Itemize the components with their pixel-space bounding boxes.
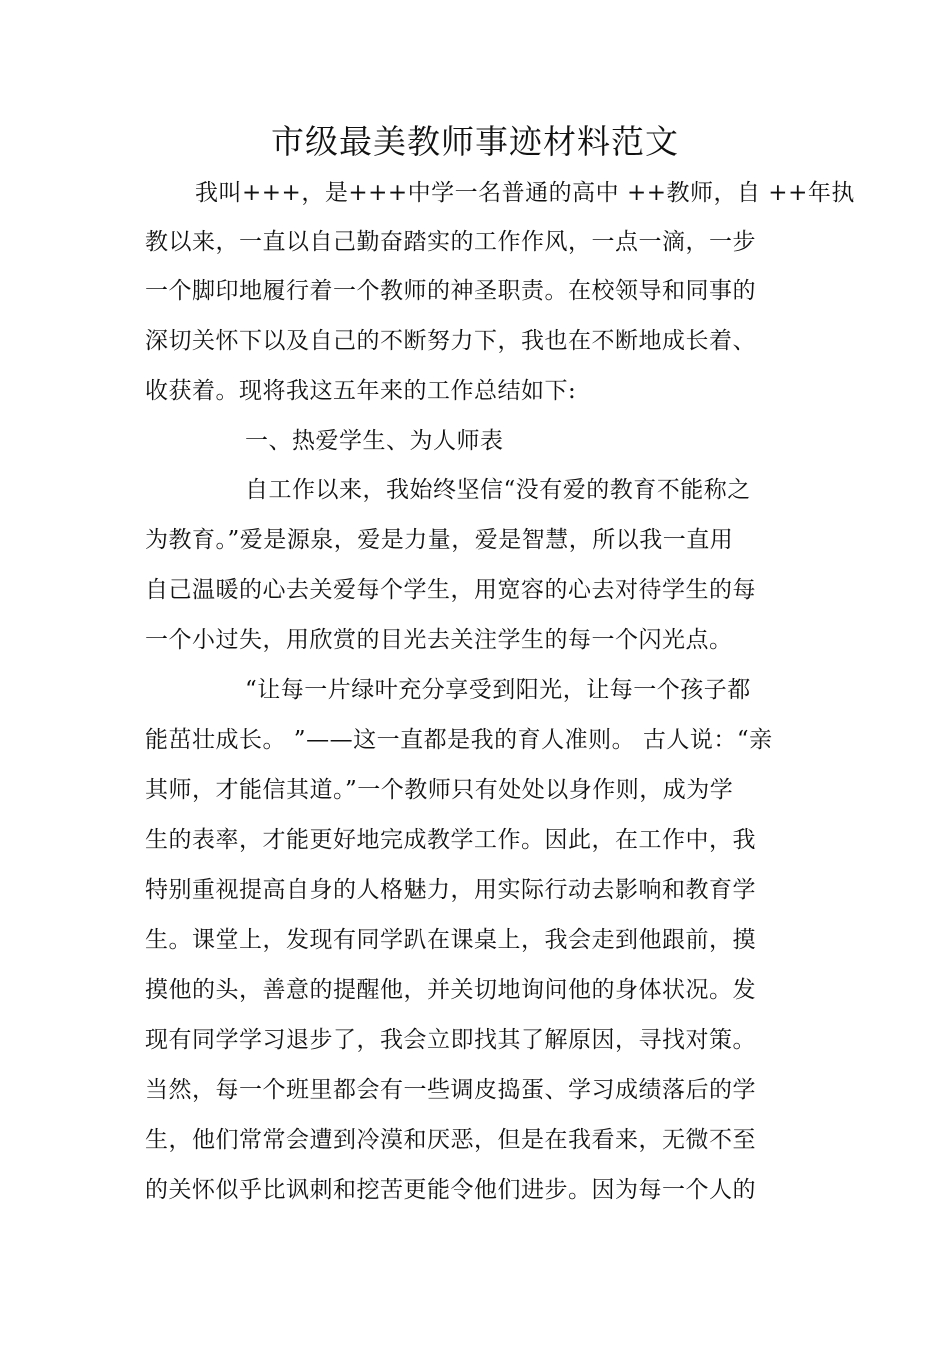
paragraph-line: 收获着。现将我这五年来的工作总结如下: bbox=[145, 378, 577, 404]
paragraph-line: 摸他的头，善意的提醒他，并关切地询问他的身体状况。发 bbox=[145, 977, 756, 1003]
paragraph-line: 我叫+++，是+++中学一名普通的高中 ++教师，自 ++年执 bbox=[195, 180, 855, 206]
paragraph-line: 自工作以来，我始终坚信“没有爱的教育不能称之 bbox=[245, 477, 751, 503]
section-heading: 一、热爱学生、为人师表 bbox=[245, 428, 504, 454]
paragraph-line: 教以来，一直以自己勤奋踏实的工作作风，一点一滴，一步 bbox=[145, 229, 756, 255]
paragraph-line: 深切关怀下以及自己的不断努力下，我也在不断地成长着、 bbox=[145, 328, 756, 354]
paragraph-line: 特别重视提高自身的人格魅力，用实际行动去影响和教育学 bbox=[145, 877, 756, 903]
paragraph-line: 生。课堂上，发现有同学趴在课桌上，我会走到他跟前，摸 bbox=[145, 927, 756, 953]
paragraph-line: “让每一片绿叶充分享受到阳光，让每一个孩子都 bbox=[245, 677, 751, 703]
paragraph-line: 其师，才能信其道。”一个教师只有处处以身作则，成为学 bbox=[145, 777, 734, 803]
paragraph-line: 的关怀似乎比讽刺和挖苦更能令他们进步。因为每一个人的 bbox=[145, 1177, 756, 1203]
paragraph-line: 生，他们常常会遭到冷漠和厌恶，但是在我看来，无微不至 bbox=[145, 1127, 756, 1153]
paragraph-line: 一个小过失，用欣赏的目光去关注学生的每一个闪光点。 bbox=[145, 627, 733, 653]
paragraph-line: 现有同学学习退步了，我会立即找其了解原因，寻找对策。 bbox=[145, 1027, 756, 1053]
paragraph-line: 一个脚印地履行着一个教师的神圣职责。在校领导和同事的 bbox=[145, 278, 756, 304]
paragraph-line: 能茁壮成长。 ”——这一直都是我的育人准则。 古人说：“亲 bbox=[145, 727, 773, 753]
paragraph-line: 为教育。”爱是源泉，爱是力量，爱是智慧，所以我一直用 bbox=[145, 527, 734, 553]
paragraph-line: 当然，每一个班里都会有一些调皮捣蛋、学习成绩落后的学 bbox=[145, 1077, 756, 1103]
paragraph-line: 生的表率，才能更好地完成教学工作。因此，在工作中，我 bbox=[145, 827, 756, 853]
document-title: 市级最美教师事迹材料范文 bbox=[271, 122, 679, 161]
paragraph-line: 自己温暖的心去关爱每个学生，用宽容的心去对待学生的每 bbox=[145, 577, 756, 603]
